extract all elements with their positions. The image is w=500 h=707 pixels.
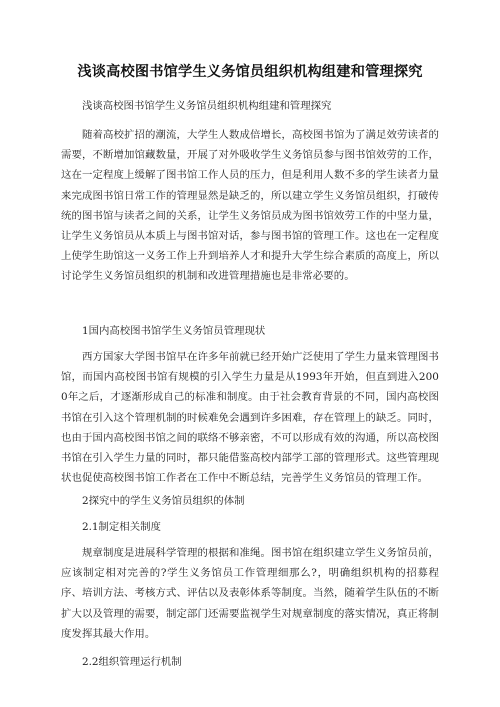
subsection-heading-2-1: 2.1制定相关制度	[82, 521, 161, 533]
intro-paragraph: 随着高校扩招的潮流，大学生人数成倍增长，高校图书馆为了满足效劳读者的需要，不断增加馆藏数量，开展了对外吸收学生义务馆员参与图书馆效劳的工作，这在一定程度上缓解了图书馆工作人员的压力，但是利用人数不多的学生读者力量来完成图书馆日常工作的管理显然是缺乏的，所以建立学生义务馆员组织，打破传统的图书馆与读者之间的关系，让学生义务馆员成为图书馆效劳工作的中坚力量，让学生义务馆员从本质上与图书馆对话，参与图书馆的管理工作。这也在一定程度上使学生助馆这一义务工作上升到培养人才和提升大学生综合素质的高度上，所以讨论学生义务馆员组织的机制和改进管理措施也是非常必要的。	[61, 129, 439, 283]
section-heading-2: 2探究中的学生义务馆员组织的体制	[82, 495, 245, 507]
section-1-paragraph: 西方国家大学图书馆早在许多年前就已经开始广泛使用了学生力量来管理图书馆，而国内高校图书馆有规模的引入学生力量是从1993年开始，但直到进入2000年之后，才逐渐形成自己的标准和制度。由于社会教育背景的不同，国内高校图书馆在引入这个管理机制的时候难免会遇到许多困难，存在管理上的缺乏。同时，也由于国内高校图书馆之间的联络不够亲密，不可以形成有效的沟通，所以高校图书馆在引入学生力量的同时，都只能借鉴高校内部学工部的管理形式。这些管理现状也促使高校图书馆工作者在工作中不断总结，完善学生义务馆员的管理工作。	[61, 351, 439, 485]
subsection-2-1-paragraph: 规章制度是进展科学管理的根据和准绳。图书馆在组织建立学生义务馆员前，应该制定相对完善的?学生义务馆员工作管理细那么?，明确组织机构的招募程序、培训方法、考核方式、评估以及表彰体系等制度。当然，随着学生队伍的不断扩大以及管理的需要，制定部门还需要监视学生对规章制度的落实情况，真正将制度发挥其最大作用。	[61, 547, 439, 640]
subsection-heading-2-2: 2.2组织管理运行机制	[82, 656, 182, 668]
document-title: 浅谈高校图书馆学生义务馆员组织机构组建和管理探究	[77, 64, 423, 80]
section-heading-1: 1国内高校图书馆学生义务馆员管理现状	[82, 325, 266, 337]
document-subtitle: 浅谈高校图书馆学生义务馆员组织机构组建和管理探究	[82, 100, 332, 112]
